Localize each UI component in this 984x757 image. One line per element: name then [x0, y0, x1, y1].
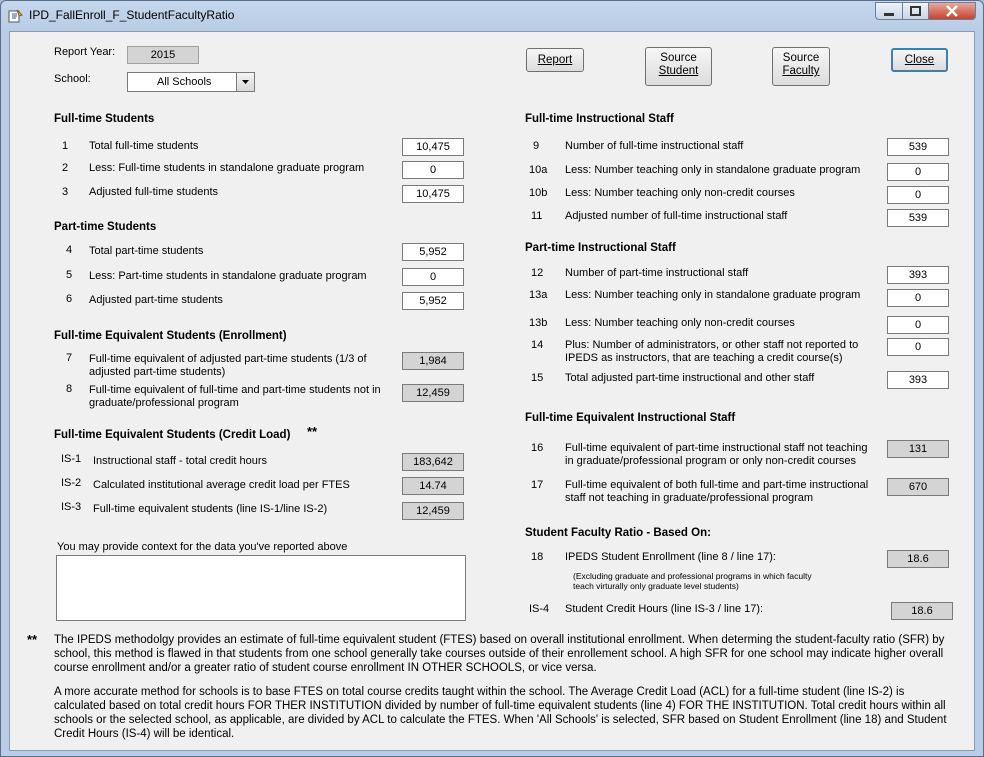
row-label: Adjusted number of full-time instructional staff [565, 210, 788, 222]
value-line-6[interactable]: 5,952 [402, 292, 464, 310]
value-line-13a[interactable]: 0 [887, 289, 949, 307]
close-icon [929, 3, 975, 19]
value-is-3: 12,459 [402, 502, 464, 520]
row-number: 17 [531, 479, 544, 491]
row-number: 12 [531, 267, 544, 279]
report-button-label: Report [537, 54, 573, 66]
minimize-button[interactable] [875, 2, 903, 20]
value-line-11[interactable]: 539 [887, 209, 949, 227]
row-label: Less: Number teaching only non-credit courses [565, 187, 795, 199]
row-label: Number of part-time instructional staff [565, 267, 749, 279]
row-number: 5 [65, 269, 73, 281]
row-label: Adjusted part-time students [89, 294, 223, 306]
school-select-value: All Schools [157, 76, 212, 88]
restore-icon [903, 3, 928, 19]
row-label: IPEDS Student Enrollment (line 8 / line 17): [565, 551, 776, 563]
footnote-paragraph-1: The IPEDS methodolgy provides an estimate of full-time equivalent student (FTES) based on overall institutional enrollment. When determing the student-faculty ratio (SFR) by school, this method is flawed in that students from one school generally take courses outside of their enrollement school. A high SFR for one school may indicate higher overall course enrollment and/or a greater ratio of student course enrollment IN OTHER SCHOOLS, or vice versa. [54, 634, 945, 674]
value-line-1[interactable]: 10,475 [402, 138, 464, 156]
row-label: Less: Full-time students in standalone graduate program [89, 162, 365, 174]
chevron-down-icon[interactable] [236, 73, 254, 91]
footnote-marker: ** [307, 424, 318, 439]
source-faculty-label-2: Faculty [782, 65, 820, 77]
row-number: 3 [61, 186, 69, 198]
value-line-18: 18.6 [887, 550, 949, 568]
report-button[interactable] [526, 48, 584, 72]
row-number: IS-2 [61, 477, 82, 489]
context-label: You may provide context for the data you've reported above [57, 541, 348, 553]
ratio-heading: Student Faculty Ratio - Based On: [525, 527, 711, 539]
fte-enrollment-heading: Full-time Equivalent Students (Enrollment) [54, 330, 287, 342]
row-number: 15 [531, 372, 544, 384]
value-line-5[interactable]: 0 [402, 268, 464, 286]
context-textarea[interactable] [56, 555, 466, 621]
pt-students-heading: Part-time Students [54, 221, 157, 233]
pt-staff-heading: Part-time Instructional Staff [525, 242, 676, 254]
value-line-10a[interactable]: 0 [887, 163, 949, 181]
value-is-2: 14.74 [402, 477, 464, 495]
school-select[interactable] [127, 72, 255, 92]
value-line-9[interactable]: 539 [887, 138, 949, 156]
window-close-button[interactable] [928, 2, 976, 20]
source-faculty-label-1: Source [782, 52, 820, 64]
row-number: 11 [531, 210, 543, 222]
fte-staff-heading: Full-time Equivalent Instructional Staff [525, 412, 736, 424]
row-label: Instructional staff - total credit hours [93, 455, 268, 467]
row-label: Less: Number teaching only in standalone graduate program [565, 164, 861, 176]
value-line-2[interactable]: 0 [402, 161, 464, 179]
value-is-1: 183,642 [402, 453, 464, 471]
row-label: Less: Number teaching only in standalone graduate program [565, 289, 861, 301]
title-bar[interactable] [1, 1, 983, 31]
footnote-paragraph-2: A more accurate method for schools is to base FTES on total course credits taught within the school. The Average Credit Load (ACL) for a full-time student (line IS-2) is calculated based on total credit hours FOR THER INSTITUTION divided by number of full-time equivalent students (line 4) FOR THE INSTITUTION. Total credit hours within all schools or the selected school, as applicable, are divided by ACL to calculate the FTES. When 'All Schools' is selected, SFR based on Student Enrollment (line 18) and Student Credit Hours (IS-4) will be identical. [54, 686, 947, 740]
row-label: Adjusted full-time students [89, 186, 219, 198]
row-number: 16 [531, 442, 544, 454]
row-label: Less: Part-time students in standalone graduate program [89, 270, 367, 282]
minimize-icon [876, 3, 902, 19]
row-label: Full-time equivalent of full-time and part-time students not in graduate/professional program [89, 384, 381, 409]
row-label: Full-time equivalent of part-time instructional staff not teaching in graduate/professional program or only non-credit courses [565, 442, 868, 467]
value-line-8: 12,459 [402, 384, 464, 402]
row-number: 14 [531, 339, 544, 351]
footnote-marker: ** [27, 632, 38, 647]
row-label: Less: Number teaching only non-credit courses [565, 317, 795, 329]
school-label: School: [54, 73, 91, 85]
row-number: 8 [65, 383, 73, 395]
row-number: 13a [529, 289, 548, 301]
value-line-14[interactable]: 0 [887, 338, 949, 356]
row-number: 1 [61, 140, 69, 152]
row-number: 10a [529, 164, 548, 176]
row-label: Plus: Number of administrators, or other staff not reported to IPEDS as instructors, that are teaching a credit course(s) [565, 339, 859, 364]
source-student-button[interactable] [645, 47, 712, 86]
row-number: 9 [533, 140, 540, 152]
form-body [9, 31, 975, 751]
row-number: 2 [61, 162, 69, 174]
source-faculty-button[interactable] [772, 47, 830, 86]
value-line-16: 131 [887, 440, 949, 458]
row-number: IS-1 [61, 453, 82, 465]
ft-staff-heading: Full-time Instructional Staff [525, 113, 674, 125]
row-label: Total adjusted part-time instructional and other staff [565, 372, 815, 384]
report-year-value: 2015 [127, 46, 199, 64]
ft-students-heading: Full-time Students [54, 113, 155, 125]
value-line-13b[interactable]: 0 [887, 316, 949, 334]
value-is-4: 18.6 [891, 602, 953, 620]
row-label: Number of full-time instructional staff [565, 140, 744, 152]
value-line-10b[interactable]: 0 [887, 186, 949, 204]
source-student-label-1: Source [660, 52, 697, 64]
row-label: Total part-time students [89, 245, 204, 257]
row-number: 13b [529, 317, 548, 329]
row-sublabel: (Excluding graduate and professional programs in which faculty teach virturally only graduate level students) [573, 571, 812, 591]
source-student-label-2: Student [658, 65, 699, 77]
window-title: IPD_FallEnroll_F_StudentFacultyRatio [29, 8, 235, 22]
app-icon [8, 8, 24, 24]
value-line-7: 1,984 [402, 352, 464, 370]
row-label: Student Credit Hours (line IS-3 / line 17): [565, 603, 764, 615]
row-number: 6 [65, 293, 73, 305]
row-number: 4 [65, 244, 73, 256]
restore-button[interactable] [902, 2, 929, 20]
close-button[interactable] [891, 48, 948, 72]
row-number: 10b [529, 187, 548, 199]
value-line-3[interactable]: 10,475 [402, 185, 464, 203]
row-label: Calculated institutional average credit load per FTES [93, 479, 350, 491]
row-label: Full-time equivalent students (line IS-1/line IS-2) [93, 503, 328, 515]
row-label: Full-time equivalent of adjusted part-time students (1/3 of adjusted part-time students) [89, 353, 367, 378]
value-line-17: 670 [887, 478, 949, 496]
row-number: IS-3 [61, 501, 82, 513]
fte-credit-heading: Full-time Equivalent Students (Credit Load) [54, 429, 291, 441]
row-label: Total full-time students [89, 140, 199, 152]
row-number: 7 [65, 352, 73, 364]
row-number: IS-4 [529, 603, 550, 615]
value-line-12[interactable]: 393 [887, 266, 949, 284]
row-label: Full-time equivalent of both full-time and part-time instructional staff not teaching in graduate/professional program [565, 479, 869, 504]
report-year-label: Report Year: [54, 46, 116, 58]
row-number: 18 [531, 551, 544, 563]
close-button-label: Close [904, 54, 935, 66]
value-line-15[interactable]: 393 [887, 371, 949, 389]
value-line-4[interactable]: 5,952 [402, 243, 464, 261]
